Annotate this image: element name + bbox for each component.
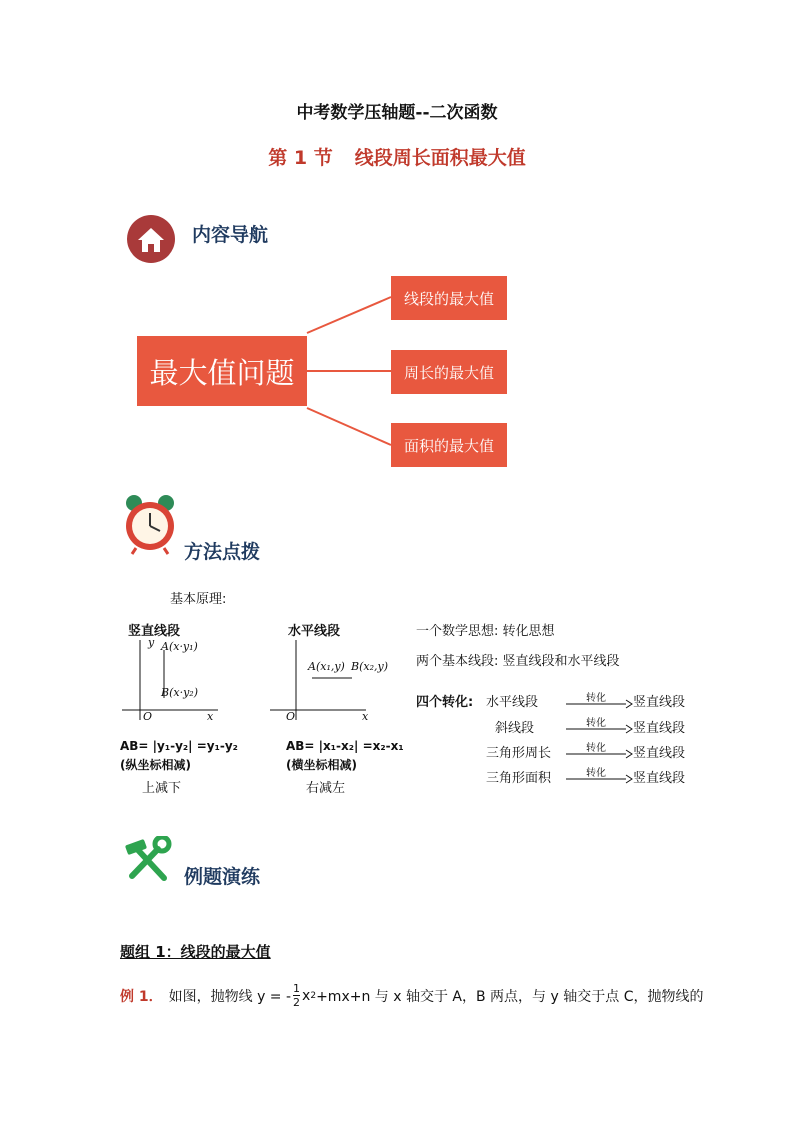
horizontal-segment-diagram: [266, 636, 376, 728]
example-label: 例 1．: [120, 989, 163, 1005]
vertical-y-axis: y: [148, 636, 155, 649]
vertical-note: (纵坐标相减): [120, 758, 191, 772]
conv-arrow-label-2: 转化: [586, 743, 606, 754]
example-text-1: 如图，抛物线 y = -: [168, 989, 292, 1005]
conv-from-1: 斜线段: [495, 721, 535, 736]
conv-to-2: 竖直线段: [633, 746, 686, 761]
conv-to-1: 竖直线段: [633, 721, 686, 736]
vertical-rule: 上减下: [142, 781, 182, 796]
four-label: 四个转化:: [416, 695, 474, 710]
mindmap-leaf-perimeter: 周长的最大值: [391, 350, 507, 394]
group-title: 题组 1：线段的最大值: [120, 943, 271, 961]
mindmap-leaf-area: 面积的最大值: [391, 423, 507, 467]
vertical-formula: AB= |y₁-y₂| =y₁-y₂: [120, 739, 238, 753]
section-number: 第 1 节: [268, 147, 333, 169]
idea-line: 一个数学思想: 转化思想: [416, 624, 555, 639]
example-text-3: +mx+n 与 x 轴交于 A，B 两点，与 y 轴交于点 C，抛物线的: [316, 989, 704, 1005]
conv-arrow-label-0: 转化: [586, 693, 606, 704]
fraction-numerator: 1: [293, 982, 301, 995]
conv-from-2: 三角形周长: [486, 746, 552, 761]
horizontal-point-b: B(x₂,y): [351, 660, 388, 673]
horizontal-x-axis: x: [362, 710, 369, 723]
practice-title: 例题演练: [184, 866, 261, 888]
vertical-point-b: B(x·y₂): [161, 686, 198, 699]
vertical-origin: O: [143, 710, 153, 723]
tools-icon: [124, 836, 172, 882]
horizontal-formula: AB= |x₁-x₂| =x₂-x₁: [286, 739, 404, 753]
horizontal-note: (横坐标相减): [286, 758, 357, 772]
vertical-title: 竖直线段: [128, 624, 181, 639]
conv-from-3: 三角形面积: [486, 771, 552, 786]
alarm-clock-icon: [124, 493, 176, 555]
two-segments-line: 两个基本线段: 竖直线段和水平线段: [416, 654, 620, 669]
mindmap-leaf-segment: 线段的最大值: [391, 276, 507, 320]
fraction-denominator: 2: [293, 996, 301, 1009]
nav-title: 内容导航: [192, 224, 269, 246]
vertical-point-a: A(x·y₁): [161, 640, 198, 653]
horizontal-rule: 右减左: [306, 781, 346, 796]
horizontal-origin: O: [286, 710, 296, 723]
conv-to-3: 竖直线段: [633, 771, 686, 786]
principle-label: 基本原理:: [170, 592, 227, 607]
conv-to-0: 竖直线段: [633, 695, 686, 710]
conv-arrow-label-1: 转化: [586, 718, 606, 729]
conv-from-0: 水平线段: [486, 695, 539, 710]
conv-arrow-label-3: 转化: [586, 768, 606, 779]
example-1: [120, 983, 703, 1009]
conversion-arrows: [564, 690, 634, 790]
horizontal-title: 水平线段: [288, 624, 341, 639]
vertical-x-axis: x: [207, 710, 214, 723]
horizontal-point-a: A(x₁,y): [308, 660, 345, 673]
mindmap-root: 最大值问题: [137, 336, 307, 406]
example-fraction: [293, 983, 300, 1009]
example-sup: 2: [310, 991, 317, 1001]
section-name: 线段周长面积最大值: [354, 147, 526, 169]
example-text-2: x: [302, 988, 311, 1004]
main-title: 中考数学压轴题--二次函数: [296, 103, 498, 123]
method-title: 方法点拨: [184, 541, 261, 563]
